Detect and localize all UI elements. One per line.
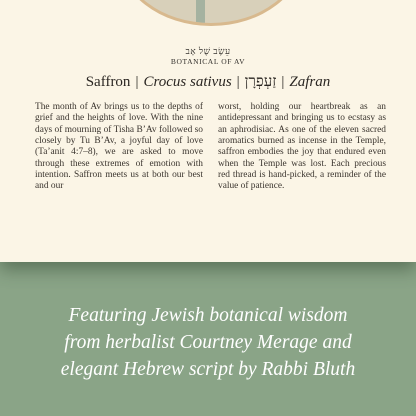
hebrew-name: זַעְפְרָן [244, 74, 277, 90]
hebrew-header: עֵשֶׂב שֶׁל אָב [185, 46, 231, 56]
english-name: Saffron [85, 74, 131, 90]
title-separator: | [281, 74, 285, 90]
latin-name: Crocus sativus [143, 74, 232, 90]
body-text-left-column: The month of Av brings us to the depths of grief and the heights of love. With the nine days of mourning of Tisha B’Av followed so closely by Tu B’Av, a joyful day of love (Ta’anit 4:7–8), we are asked to move through these extremes of emotion with intention. Saffron meets us at both our best and our [35, 102, 203, 192]
body-text-right-column: worst, holding our heartbreak as an antidepressant and bringing us to ecstasy as an aphrodisiac. As one of the eleven sacred aromatics burned as incense in the Temple, saffron embodies the joy that endured even when the Temple was lost. Each precious red thread is hand-picked, a reminder of the value of patience. [218, 102, 386, 192]
title-separator: | [236, 74, 240, 90]
plant-stem-illustration [196, 0, 205, 26]
transliterated-name: Zafran [289, 74, 331, 90]
botanical-illustration-medallion [118, 0, 304, 26]
title-separator: | [135, 74, 139, 90]
caption-line: elegant Hebrew script by Rabbi Bluth [60, 359, 356, 380]
promo-caption [0, 302, 416, 383]
plant-title-row [0, 74, 416, 91]
caption-line: Featuring Jewish botanical wisdom [68, 305, 348, 326]
botanical-of-av-subheader: BOTANICAL OF AV [170, 57, 246, 66]
caption-line: from herbalist Courtney Merage and [64, 332, 352, 353]
